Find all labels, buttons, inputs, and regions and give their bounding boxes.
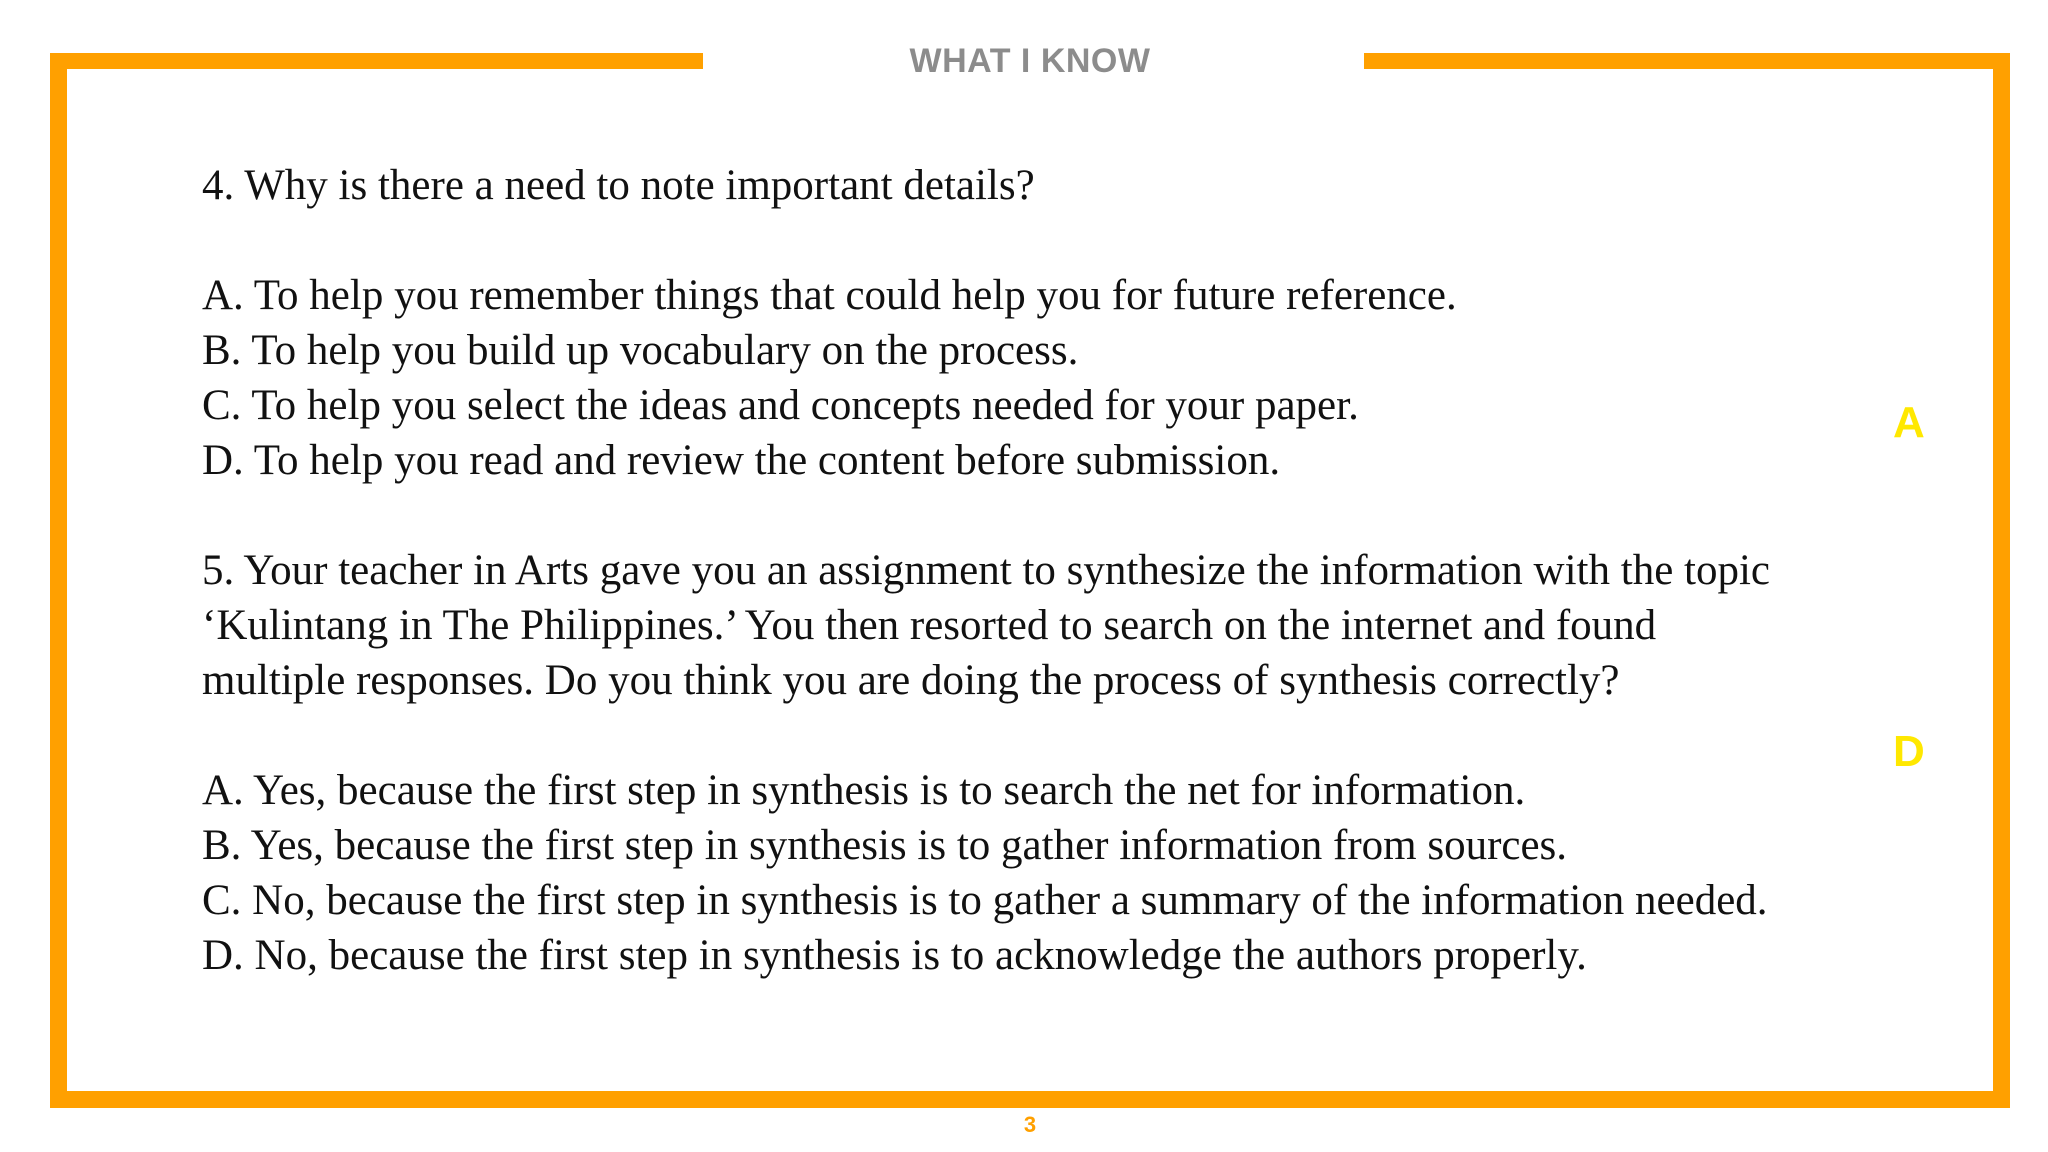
slide-title: WHAT I KNOW — [909, 42, 1151, 80]
question-4-answer: A — [1893, 398, 1925, 447]
page-number: 3 — [1023, 1112, 1037, 1137]
question-4-option-b: B. To help you build up vocabulary on the process. — [202, 327, 1079, 374]
question-5-option-b: B. Yes, because the first step in synthesis is to gather information from sources. — [202, 822, 1568, 869]
question-5-answer: D — [1893, 727, 1925, 776]
question-4-prompt: 4. Why is there a need to note important details? — [202, 162, 1035, 209]
question-5-prompt-line-3: multiple responses. Do you think you are doing the process of synthesis correctly? — [202, 657, 1620, 704]
question-4-option-c: C. To help you select the ideas and concepts needed for your paper. — [202, 382, 1359, 429]
frame-bottom — [50, 1091, 2010, 1108]
question-4-option-a: A. To help you remember things that could help you for future reference. — [202, 272, 1457, 319]
quiz-content — [202, 158, 1902, 983]
question-5-option-c: C. No, because the first step in synthesis is to gather a summary of the information needed. — [202, 877, 1768, 924]
frame-left — [50, 53, 67, 1108]
question-5-option-d: D. No, because the first step in synthesis is to acknowledge the authors properly. — [202, 932, 1587, 979]
question-5-prompt-line-2: ‘Kulintang in The Philippines.’ You then resorted to search on the internet and found — [202, 602, 1657, 649]
question-5-prompt-line-1: 5. Your teacher in Arts gave you an assignment to synthesize the information with the topic — [202, 547, 1771, 594]
frame-right — [1993, 53, 2010, 1108]
question-5-option-a: A. Yes, because the first step in synthesis is to search the net for information. — [202, 767, 1526, 814]
question-4-option-d: D. To help you read and review the content before submission. — [202, 437, 1281, 484]
